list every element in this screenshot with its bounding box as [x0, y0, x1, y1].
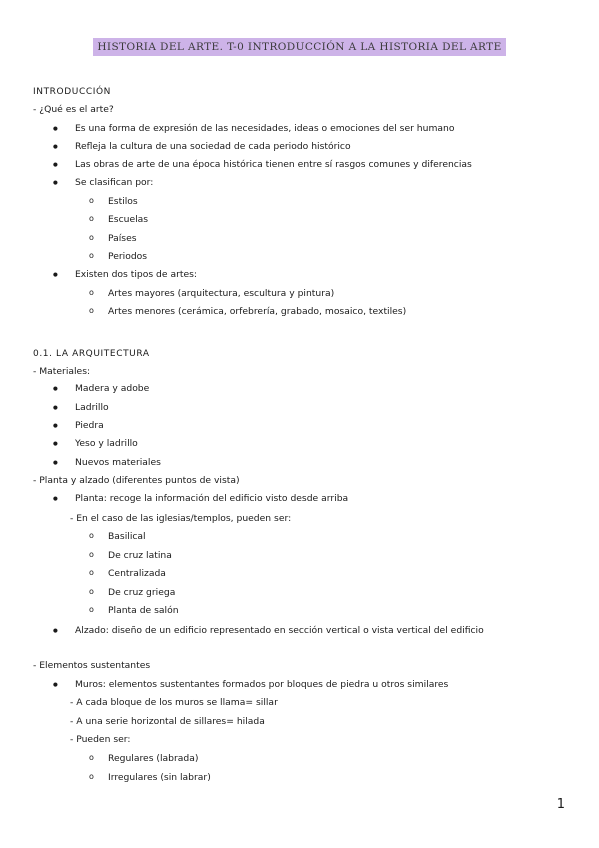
bullet-item: ● Refleja la cultura de una sociedad de cada periodo histórico	[75, 141, 351, 153]
sub-dash-item: - A una serie horizontal de sillares= hilada	[70, 716, 265, 727]
bullet-item: ● Yeso y ladrillo	[75, 438, 138, 450]
page-title: HISTORIA DEL ARTE. T-0 INTRODUCCIÓN A LA HISTORIA DEL ARTE	[93, 38, 505, 56]
bullet-item: ● Muros: elementos sustentantes formados por bloques de piedra u otros similares	[75, 679, 448, 691]
circle-item: o Centralizada	[108, 568, 166, 580]
bullet-item: ● Planta: recoge la información del edificio visto desde arriba	[75, 493, 348, 505]
section-heading: INTRODUCCIÓN	[33, 87, 111, 97]
section-heading: 0.1. LA ARQUITECTURA	[33, 349, 150, 359]
sub-dash-item: - Pueden ser:	[70, 734, 131, 745]
circle-item: o Escuelas	[108, 214, 148, 226]
circle-item: o De cruz griega	[108, 587, 175, 599]
bullet-item: ● Existen dos tipos de artes:	[75, 269, 197, 281]
dash-item: - ¿Qué es el arte?	[33, 104, 114, 115]
circle-item: o Regulares (labrada)	[108, 753, 198, 765]
bullet-item: ● Piedra	[75, 420, 104, 432]
title-container	[0, 38, 599, 56]
circle-item: o Artes menores (cerámica, orfebrería, grabado, mosaico, textiles)	[108, 306, 406, 318]
circle-item: o De cruz latina	[108, 550, 172, 562]
dash-item: - Elementos sustentantes	[33, 660, 151, 671]
bullet-item: ● Es una forma de expresión de las necesidades, ideas o emociones del ser humano	[75, 123, 454, 135]
bullet-item: ● Alzado: diseño de un edificio representado en sección vertical o vista vertical del edificio	[75, 625, 484, 637]
bullet-item: ● Se clasifican por:	[75, 177, 153, 189]
bullet-item: ● Nuevos materiales	[75, 457, 161, 469]
page-number: 1	[556, 797, 565, 812]
circle-item: o Basilical	[108, 531, 146, 543]
bullet-item: ● Las obras de arte de una época histórica tienen entre sí rasgos comunes y diferencias	[75, 159, 472, 171]
circle-item: o Irregulares (sin labrar)	[108, 772, 211, 784]
dash-item: - Planta y alzado (diferentes puntos de vista)	[33, 475, 240, 486]
circle-item: o Estilos	[108, 196, 138, 208]
sub-dash-item: - En el caso de las iglesias/templos, pueden ser:	[70, 513, 292, 524]
circle-item: o Países	[108, 233, 137, 245]
circle-item: o Periodos	[108, 251, 147, 263]
circle-item: o Planta de salón	[108, 605, 179, 617]
circle-item: o Artes mayores (arquitectura, escultura y pintura)	[108, 288, 334, 300]
dash-item: - Materiales:	[33, 366, 91, 377]
sub-dash-item: - A cada bloque de los muros se llama= sillar	[70, 697, 278, 708]
bullet-item: ● Madera y adobe	[75, 383, 149, 395]
bullet-item: ● Ladrillo	[75, 402, 109, 414]
